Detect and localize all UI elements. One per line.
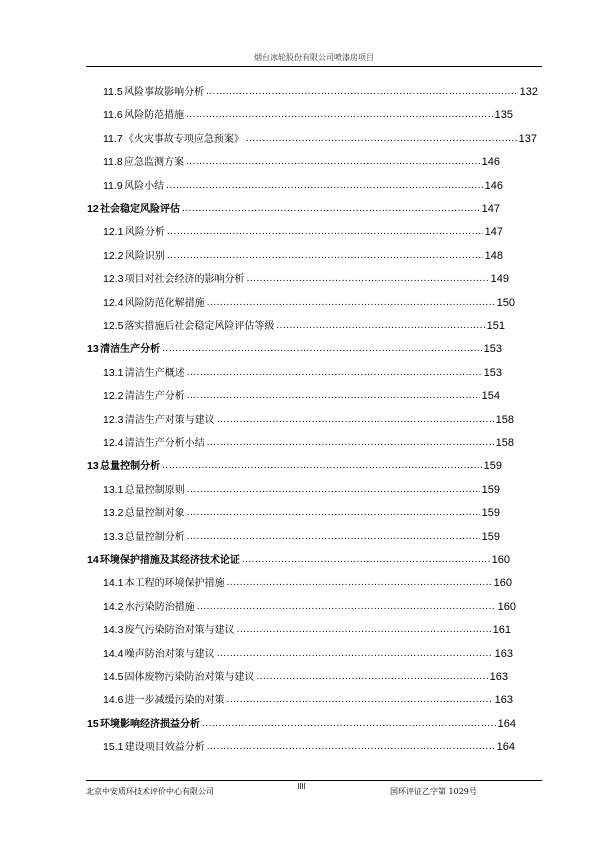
- toc-entry[interactable]: [103, 270, 509, 286]
- toc-entry-page: 147: [484, 226, 503, 239]
- toc-entry-number: 15.1: [103, 741, 124, 754]
- toc-entry-number: 13.1: [103, 366, 124, 379]
- toc-entry-number: 12.4: [103, 296, 124, 309]
- toc-entry-title: 清洁生产分析: [100, 344, 161, 356]
- toc-entry-title: 本工程的环境保护措施: [124, 578, 225, 590]
- toc-entry[interactable]: [103, 668, 508, 684]
- toc-entry-number: 13: [87, 460, 99, 473]
- toc-entry-number: 12.2: [103, 249, 124, 262]
- toc-entry-page: 160: [497, 600, 516, 613]
- toc-entry[interactable]: [87, 715, 516, 731]
- toc-entry-number: 14.6: [103, 694, 124, 707]
- toc-entry-page: 159: [481, 507, 500, 520]
- toc-entry[interactable]: [87, 340, 502, 356]
- toc-entry-number: 14.2: [103, 600, 124, 613]
- toc-entry-number: 12.5: [103, 320, 124, 332]
- toc-entry-number: 12.4: [103, 437, 124, 449]
- toc-leader-dots: [186, 156, 480, 167]
- toc-entry-title: 项目对社会经济的影响分析: [124, 274, 245, 286]
- toc-entry[interactable]: [103, 130, 537, 146]
- toc-leader-dots: [197, 601, 496, 612]
- toc-entry-number: 14: [87, 554, 99, 566]
- toc-entry[interactable]: [87, 200, 500, 216]
- toc-leader-dots: [257, 671, 488, 682]
- toc-entry-title: 总量控制对象: [124, 508, 185, 520]
- toc-entry[interactable]: [103, 177, 503, 193]
- toc-entry-title: 总量控制分析: [124, 531, 185, 543]
- toc-entry[interactable]: [103, 621, 511, 637]
- toc-leader-dots: [207, 741, 495, 752]
- toc-entry-title: 应急监测方案: [124, 157, 185, 169]
- toc-entry[interactable]: [103, 317, 505, 333]
- toc-entry-page: 158: [495, 437, 514, 449]
- toc-leader-dots: [166, 180, 483, 191]
- toc-leader-dots: [162, 343, 481, 354]
- toc-entry-page: 135: [494, 109, 513, 122]
- toc-entry-title: 进一步减缓污染的对策: [124, 695, 225, 707]
- toc-leader-dots: [246, 133, 517, 144]
- toc-entry-page: 146: [484, 179, 503, 192]
- toc-entry[interactable]: [103, 434, 514, 450]
- toc-entry[interactable]: [103, 574, 512, 590]
- toc-entry-page: 158: [495, 413, 514, 426]
- toc-leader-dots: [227, 694, 493, 705]
- toc-entry-page: 148: [484, 249, 503, 262]
- toc-entry-number: 11.9: [103, 179, 123, 192]
- toc-entry[interactable]: [103, 691, 513, 707]
- toc-entry[interactable]: [103, 504, 500, 520]
- toc-entry-page: 149: [490, 273, 509, 286]
- toc-leader-dots: [207, 437, 494, 448]
- toc-entry-title: 风险小结: [124, 180, 165, 192]
- toc-entry[interactable]: [103, 247, 503, 263]
- toc-entry-number: 11.6: [103, 109, 123, 122]
- toc-leader-dots: [237, 624, 491, 635]
- toc-entry-number: 14.1: [103, 577, 124, 590]
- toc-entry-page: 163: [494, 647, 513, 660]
- toc-entry-title: 《火灾事故专项应急预案》: [123, 133, 244, 145]
- toc-entry-page: 164: [496, 741, 515, 754]
- toc-entry-title: 总量控制原则: [124, 484, 185, 496]
- toc-entry-title: 风险防范化解措施: [124, 297, 205, 309]
- toc-entry-title: 清洁生产分析小结: [124, 438, 205, 449]
- toc-entry[interactable]: [87, 551, 510, 567]
- toc-entry[interactable]: [103, 364, 502, 380]
- toc-leader-dots: [217, 414, 494, 425]
- toc-leader-dots: [247, 273, 489, 284]
- toc-entry-page: 153: [483, 366, 502, 379]
- toc-entry[interactable]: [103, 387, 500, 403]
- toc-entry-number: 13.2: [103, 507, 124, 520]
- toc-leader-dots: [207, 297, 495, 308]
- toc-entry-title: 建设项目效益分析: [124, 742, 205, 754]
- toc-entry-page: 160: [493, 577, 512, 590]
- toc-entry-number: 11.8: [103, 156, 123, 169]
- toc-entry-number: 12: [87, 203, 99, 215]
- toc-entry-number: 14.3: [103, 624, 124, 637]
- toc-entry[interactable]: [103, 528, 500, 544]
- toc-entry[interactable]: [103, 738, 515, 754]
- toc-leader-dots: [187, 507, 480, 518]
- toc-entry[interactable]: [103, 645, 513, 661]
- toc-entry-title: 清洁生产概述: [124, 367, 185, 379]
- toc-entry[interactable]: [87, 457, 502, 473]
- toc-entry-title: 社会稳定风险评估: [100, 204, 181, 215]
- toc-entry-title: 风险事故影响分析: [124, 87, 205, 98]
- toc-entry-number: 11.7: [103, 132, 123, 145]
- toc-entry-number: 12.3: [103, 413, 124, 426]
- footer-company: 北京中安质环技术评价中心有限公司: [86, 787, 214, 796]
- toc-entry[interactable]: [103, 83, 538, 99]
- toc-entry-title: 废气污染防治对策与建议: [124, 625, 235, 637]
- toc-entry-page: 147: [481, 203, 500, 215]
- toc-leader-dots: [186, 109, 493, 120]
- toc-entry-title: 落实措施后社会稳定风险评估等级: [124, 321, 275, 332]
- toc-leader-dots: [162, 460, 481, 471]
- toc-entry-title: 环境保护措施及其经济技术论证: [99, 555, 240, 566]
- toc-entry-number: 12.1: [103, 226, 124, 239]
- toc-entry-page: 163: [489, 671, 508, 683]
- toc-leader-dots: [202, 718, 496, 729]
- toc-entry-title: 水污染防治措施: [124, 601, 195, 613]
- toc-entry-number: 11.5: [103, 86, 123, 98]
- toc-entry-title: 清洁生产分析: [124, 391, 185, 403]
- page-number-mark: [298, 783, 306, 789]
- toc-leader-dots: [182, 203, 480, 214]
- toc-entry-page: 161: [492, 624, 511, 637]
- toc-entry-page: 159: [481, 483, 500, 496]
- toc-leader-dots: [187, 390, 480, 401]
- toc-entry[interactable]: [103, 481, 500, 497]
- footer-rule: [86, 780, 542, 781]
- header-rule: [86, 66, 542, 67]
- toc-entry-page: 159: [481, 530, 500, 543]
- footer-certificate: 国环评证乙字第 1029号: [390, 787, 477, 796]
- toc-leader-dots: [187, 484, 480, 495]
- toc-entry[interactable]: [103, 153, 500, 169]
- toc-entry-page: 151: [486, 320, 505, 332]
- toc-entry-number: 13: [87, 343, 99, 356]
- toc-entry[interactable]: [103, 223, 503, 239]
- toc-leader-dots: [227, 577, 492, 588]
- toc-entry[interactable]: [103, 106, 513, 122]
- toc-leader-dots: [217, 648, 493, 659]
- toc-entry-title: 总量控制分析: [100, 461, 161, 473]
- toc-entry-title: 噪声防治对策与建议: [124, 648, 215, 660]
- toc-entry-page: 150: [496, 296, 515, 309]
- toc-leader-dots: [206, 86, 518, 97]
- toc-entry-page: 146: [481, 156, 500, 169]
- toc-entry-number: 15: [87, 717, 99, 730]
- toc-entry-page: 154: [481, 390, 500, 403]
- toc-leader-dots: [187, 531, 480, 542]
- toc-leader-dots: [242, 554, 490, 565]
- toc-entry-number: 12.3: [103, 273, 124, 286]
- toc-leader-dots: [167, 250, 483, 261]
- toc-entry-page: 153: [483, 343, 502, 356]
- toc-entry-page: 137: [518, 132, 537, 145]
- toc-entry[interactable]: [103, 294, 515, 310]
- toc-entry-number: 12.2: [103, 390, 124, 403]
- toc-entry-title: 风险防范措施: [124, 110, 185, 122]
- toc-entry-page: 159: [483, 460, 502, 473]
- running-header: 烟台冰轮股份有限公司喷漆房项目: [254, 53, 374, 62]
- toc-entry-page: 163: [494, 694, 513, 707]
- toc-entry-page: 160: [491, 554, 510, 566]
- toc-entry[interactable]: [103, 598, 516, 614]
- toc-entry-title: 风险分析: [124, 227, 165, 239]
- toc-entry-number: 13.1: [103, 483, 124, 496]
- toc-entry-number: 14.5: [103, 671, 124, 683]
- toc-entry[interactable]: [103, 411, 514, 427]
- toc-leader-dots: [167, 226, 483, 237]
- toc-entry-title: 风险识别: [124, 250, 165, 262]
- toc-entry-title: 清洁生产对策与建议: [124, 414, 215, 426]
- toc-leader-dots: [276, 320, 484, 331]
- toc-entry-page: 132: [519, 86, 538, 98]
- toc-entry-number: 13.3: [103, 530, 124, 543]
- toc-entry-number: 14.4: [103, 647, 124, 660]
- toc-leader-dots: [187, 367, 482, 378]
- toc-entry-title: 固体废物污染防治对策与建议: [124, 672, 255, 683]
- toc-entry-page: 164: [497, 717, 516, 730]
- toc-entry-title: 环境影响经济损益分析: [100, 718, 201, 730]
